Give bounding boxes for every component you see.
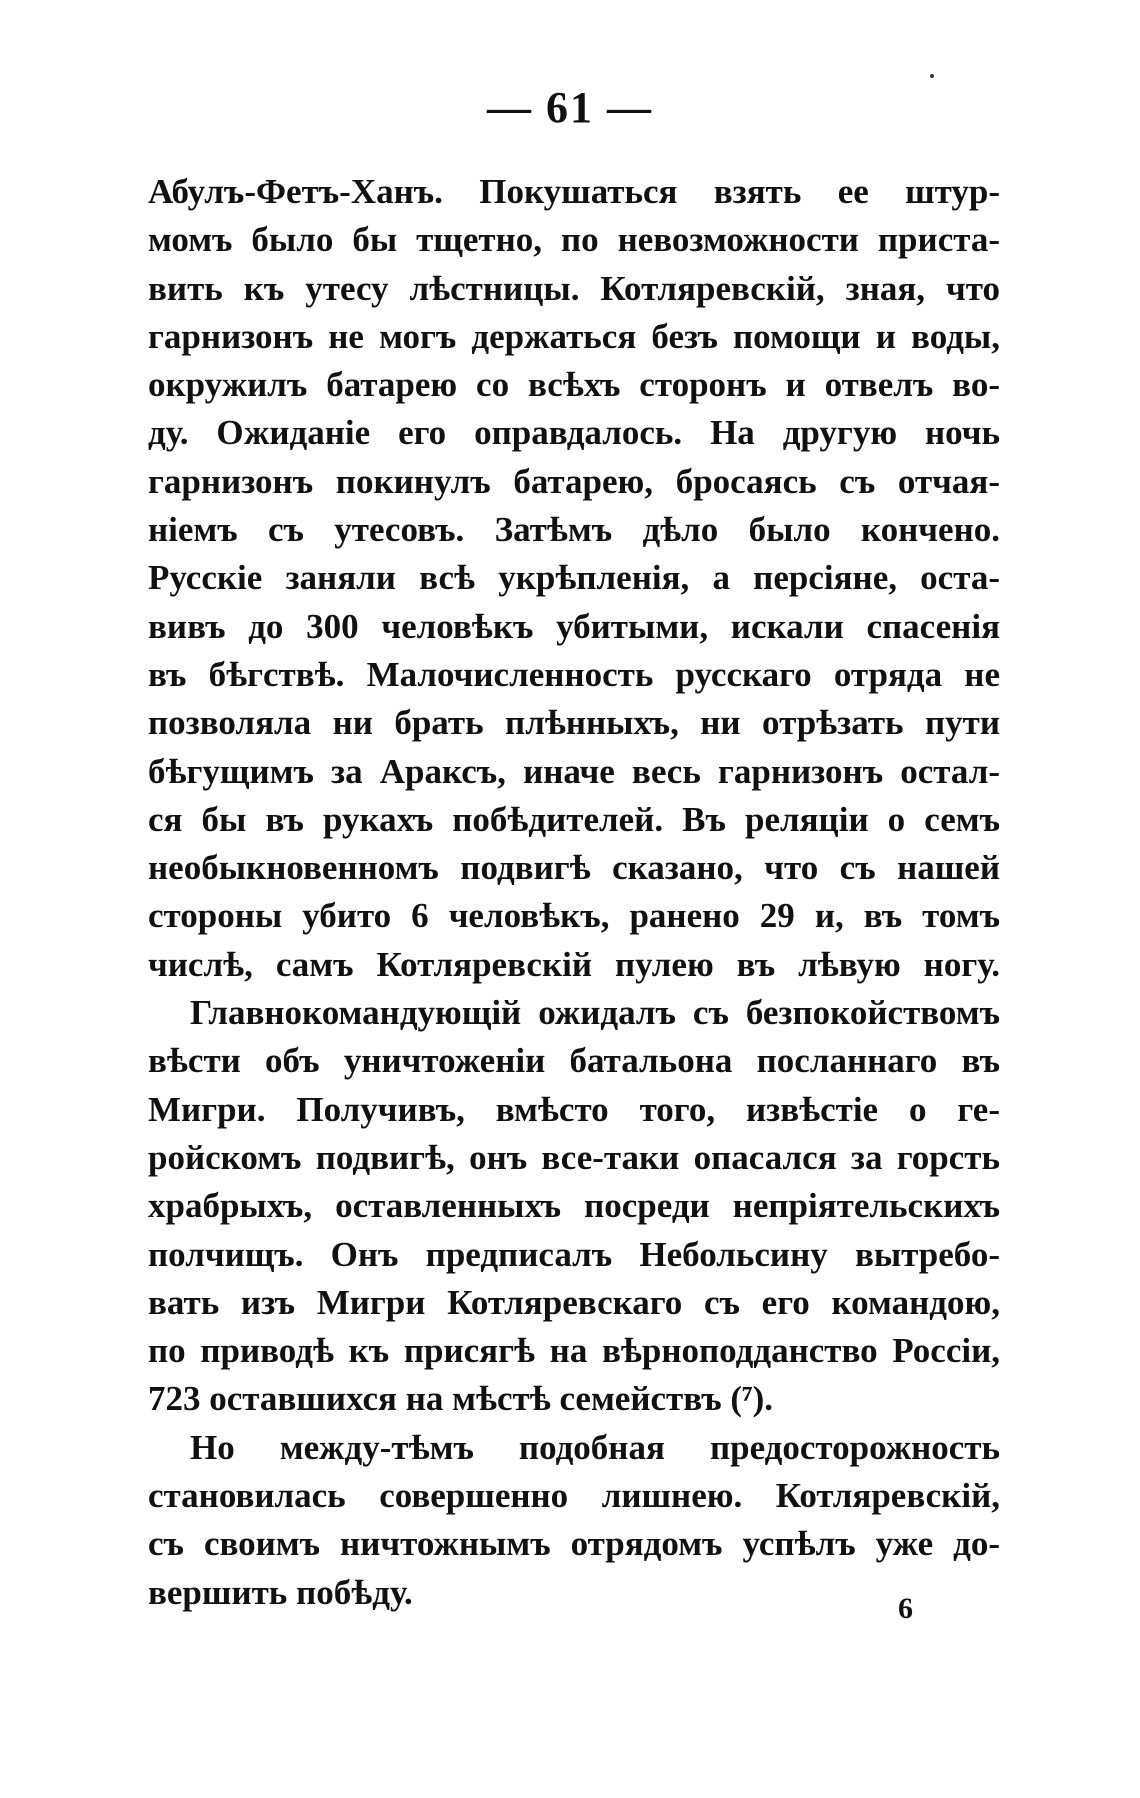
text-line: становилась совершенно лишнею. Котляревскій,: [148, 1476, 1000, 1516]
text-line: необыкновенномъ подвигѣ сказано, что съ нашей: [148, 848, 1000, 888]
text-line: вивъ до 300 человѣкъ убитыми, искали спасенія: [148, 606, 1000, 646]
signature-mark: 6: [898, 1592, 913, 1625]
text-line: Но между-тѣмъ подобная предосторожность: [190, 1427, 1000, 1467]
text-line: окружилъ батарею со всѣхъ сторонъ и отвелъ во-: [148, 365, 1000, 405]
text-line: вершить побѣду.: [148, 1572, 413, 1612]
text-line: момъ было бы тщетно, по невозможности приста-: [148, 220, 1000, 260]
print-speck: [930, 74, 934, 78]
body-text: [148, 168, 1000, 1617]
text-line: вѣсти объ уничтоженіи батальона посланнаго въ: [148, 1041, 1000, 1081]
text-line: Русскіе заняли всѣ укрѣпленія, а персіяне, оста-: [148, 558, 1000, 598]
text-line: вить къ утесу лѣстницы. Котляревскій, зная, что: [148, 268, 1000, 308]
paragraph-1: [148, 168, 1000, 989]
text-line: храбрыхъ, оставленныхъ посреди непріятельскихъ: [148, 1186, 1000, 1226]
text-line: Главнокомандующій ожидалъ съ безпокойствомъ: [190, 993, 1000, 1033]
text-line: ду. Ожиданіе его оправдалось. На другую ночь: [148, 413, 1000, 453]
text-line: Мигри. Получивъ, вмѣсто того, извѣстіе о ге-: [148, 1089, 1000, 1129]
text-line: 723 оставшихся на мѣстѣ семействъ (⁷).: [148, 1379, 773, 1419]
paragraph-2: [148, 989, 1000, 1424]
text-line: ніемъ съ утесовъ. Затѣмъ дѣло было кончено.: [148, 510, 1000, 550]
page-number-header: — 61 —: [487, 83, 653, 132]
text-line: Абулъ-Фетъ-Ханъ. Покушаться взять ее штур-: [148, 172, 1000, 211]
text-line: въ бѣгствѣ. Малочисленность русскаго отряда не: [148, 654, 1000, 694]
paragraph-3: [148, 1424, 1000, 1617]
text-line: числѣ, самъ Котляревскій пулею въ лѣвую ногу.: [148, 944, 1000, 984]
text-line: по приводѣ къ присягѣ на вѣрноподданство Россіи,: [148, 1331, 1000, 1371]
text-line: бѣгущимъ за Араксъ, иначе весь гарнизонъ остал-: [148, 751, 1000, 791]
text-line: полчищъ. Онъ предписалъ Небольсину вытребо-: [148, 1234, 1000, 1274]
text-line: ся бы въ рукахъ побѣдителей. Въ реляціи о семъ: [148, 799, 1000, 839]
text-line: стороны убито 6 человѣкъ, ранено 29 и, въ томъ: [148, 896, 1000, 936]
text-line: позволяла ни брать плѣнныхъ, ни отрѣзать пути: [148, 703, 1000, 743]
text-line: гарнизонъ покинулъ батарею, бросаясь съ отчая-: [148, 461, 1000, 501]
text-line: вать изъ Мигри Котляревскаго съ его командою,: [148, 1282, 1000, 1322]
text-line: съ своимъ ничтожнымъ отрядомъ успѣлъ уже до-: [148, 1524, 1000, 1564]
text-line: ройскомъ подвигѣ, онъ все-таки опасался за горсть: [148, 1137, 1000, 1177]
text-line: гарнизонъ не могъ держаться безъ помощи и воды,: [148, 316, 1000, 356]
